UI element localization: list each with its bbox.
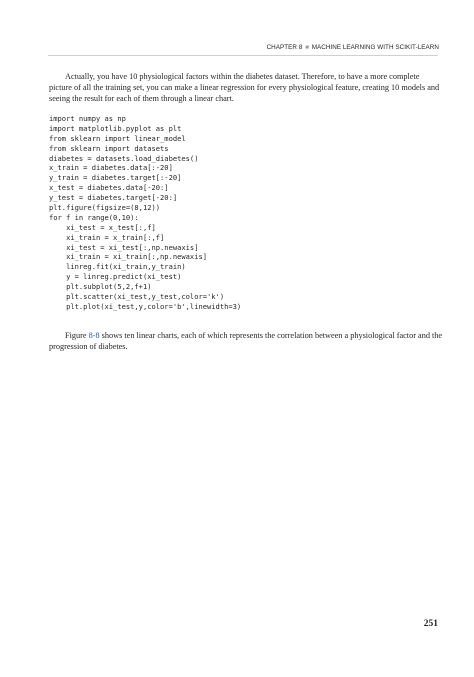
code-line: plt.figure(figsize=(8,12)) bbox=[49, 203, 161, 213]
code-line: xi_test = xi_test[:,np.newaxis] bbox=[49, 242, 199, 252]
page-number: 251 bbox=[423, 619, 438, 629]
code-line: for f in range(0,10): bbox=[49, 212, 139, 222]
chapter-label: CHAPTER 8 bbox=[266, 44, 303, 51]
code-line: xi_train = x_train[:,f] bbox=[49, 232, 165, 242]
code-line: y_train = diabetes.target[:-20] bbox=[49, 173, 182, 183]
intro-paragraph: Actually, you have 10 physiological factors within the diabetes dataset. Therefore, to have a more complete picture of all the training set, you can make a linear regression for every physiological feature, creating 10 models and seeing the result for each of them through a linear chart. bbox=[49, 72, 440, 104]
running-head bbox=[267, 44, 439, 51]
chapter-title: MACHINE LEARNING WITH SCIKIT-LEARN bbox=[311, 44, 439, 51]
figure-reference-link[interactable]: 8-8 bbox=[88, 331, 100, 340]
code-line: plt.plot(xi_test,y,color='b',linewidth=3) bbox=[49, 301, 242, 311]
code-line: x_train = diabetes.data[:-20] bbox=[49, 163, 173, 173]
code-line: plt.subplot(5,2,f+1) bbox=[49, 282, 152, 292]
header-rule bbox=[48, 55, 438, 56]
figure-paragraph bbox=[49, 330, 444, 352]
code-line: from sklearn import datasets bbox=[49, 143, 169, 153]
code-line: xi_test = x_test[:,f] bbox=[49, 222, 156, 232]
code-line: diabetes = datasets.load_diabetes() bbox=[49, 153, 199, 163]
code-line: import numpy as np bbox=[49, 114, 126, 123]
code-line: x_test = diabetes.data[-20:] bbox=[49, 183, 169, 193]
figure-paragraph-rest: shows ten linear charts, each of which represents the correlation between a physiological factor and the progression of diabetes. bbox=[49, 331, 443, 352]
code-listing bbox=[49, 114, 241, 312]
code-line: linreg.fit(xi_train,y_train) bbox=[49, 262, 186, 272]
separator-icon: ■ bbox=[305, 45, 309, 51]
code-line: y_test = diabetes.target[-20:] bbox=[49, 193, 178, 203]
code-line: xi_train = xi_train[:,np.newaxis] bbox=[49, 252, 208, 262]
code-line: plt.scatter(xi_test,y_test,color='k') bbox=[49, 292, 225, 302]
code-line: from sklearn import linear_model bbox=[49, 133, 186, 143]
figure-paragraph-lead: Figure bbox=[65, 331, 89, 340]
code-line: y = linreg.predict(xi_test) bbox=[49, 272, 182, 282]
code-line: import matplotlib.pyplot as plt bbox=[49, 123, 182, 133]
